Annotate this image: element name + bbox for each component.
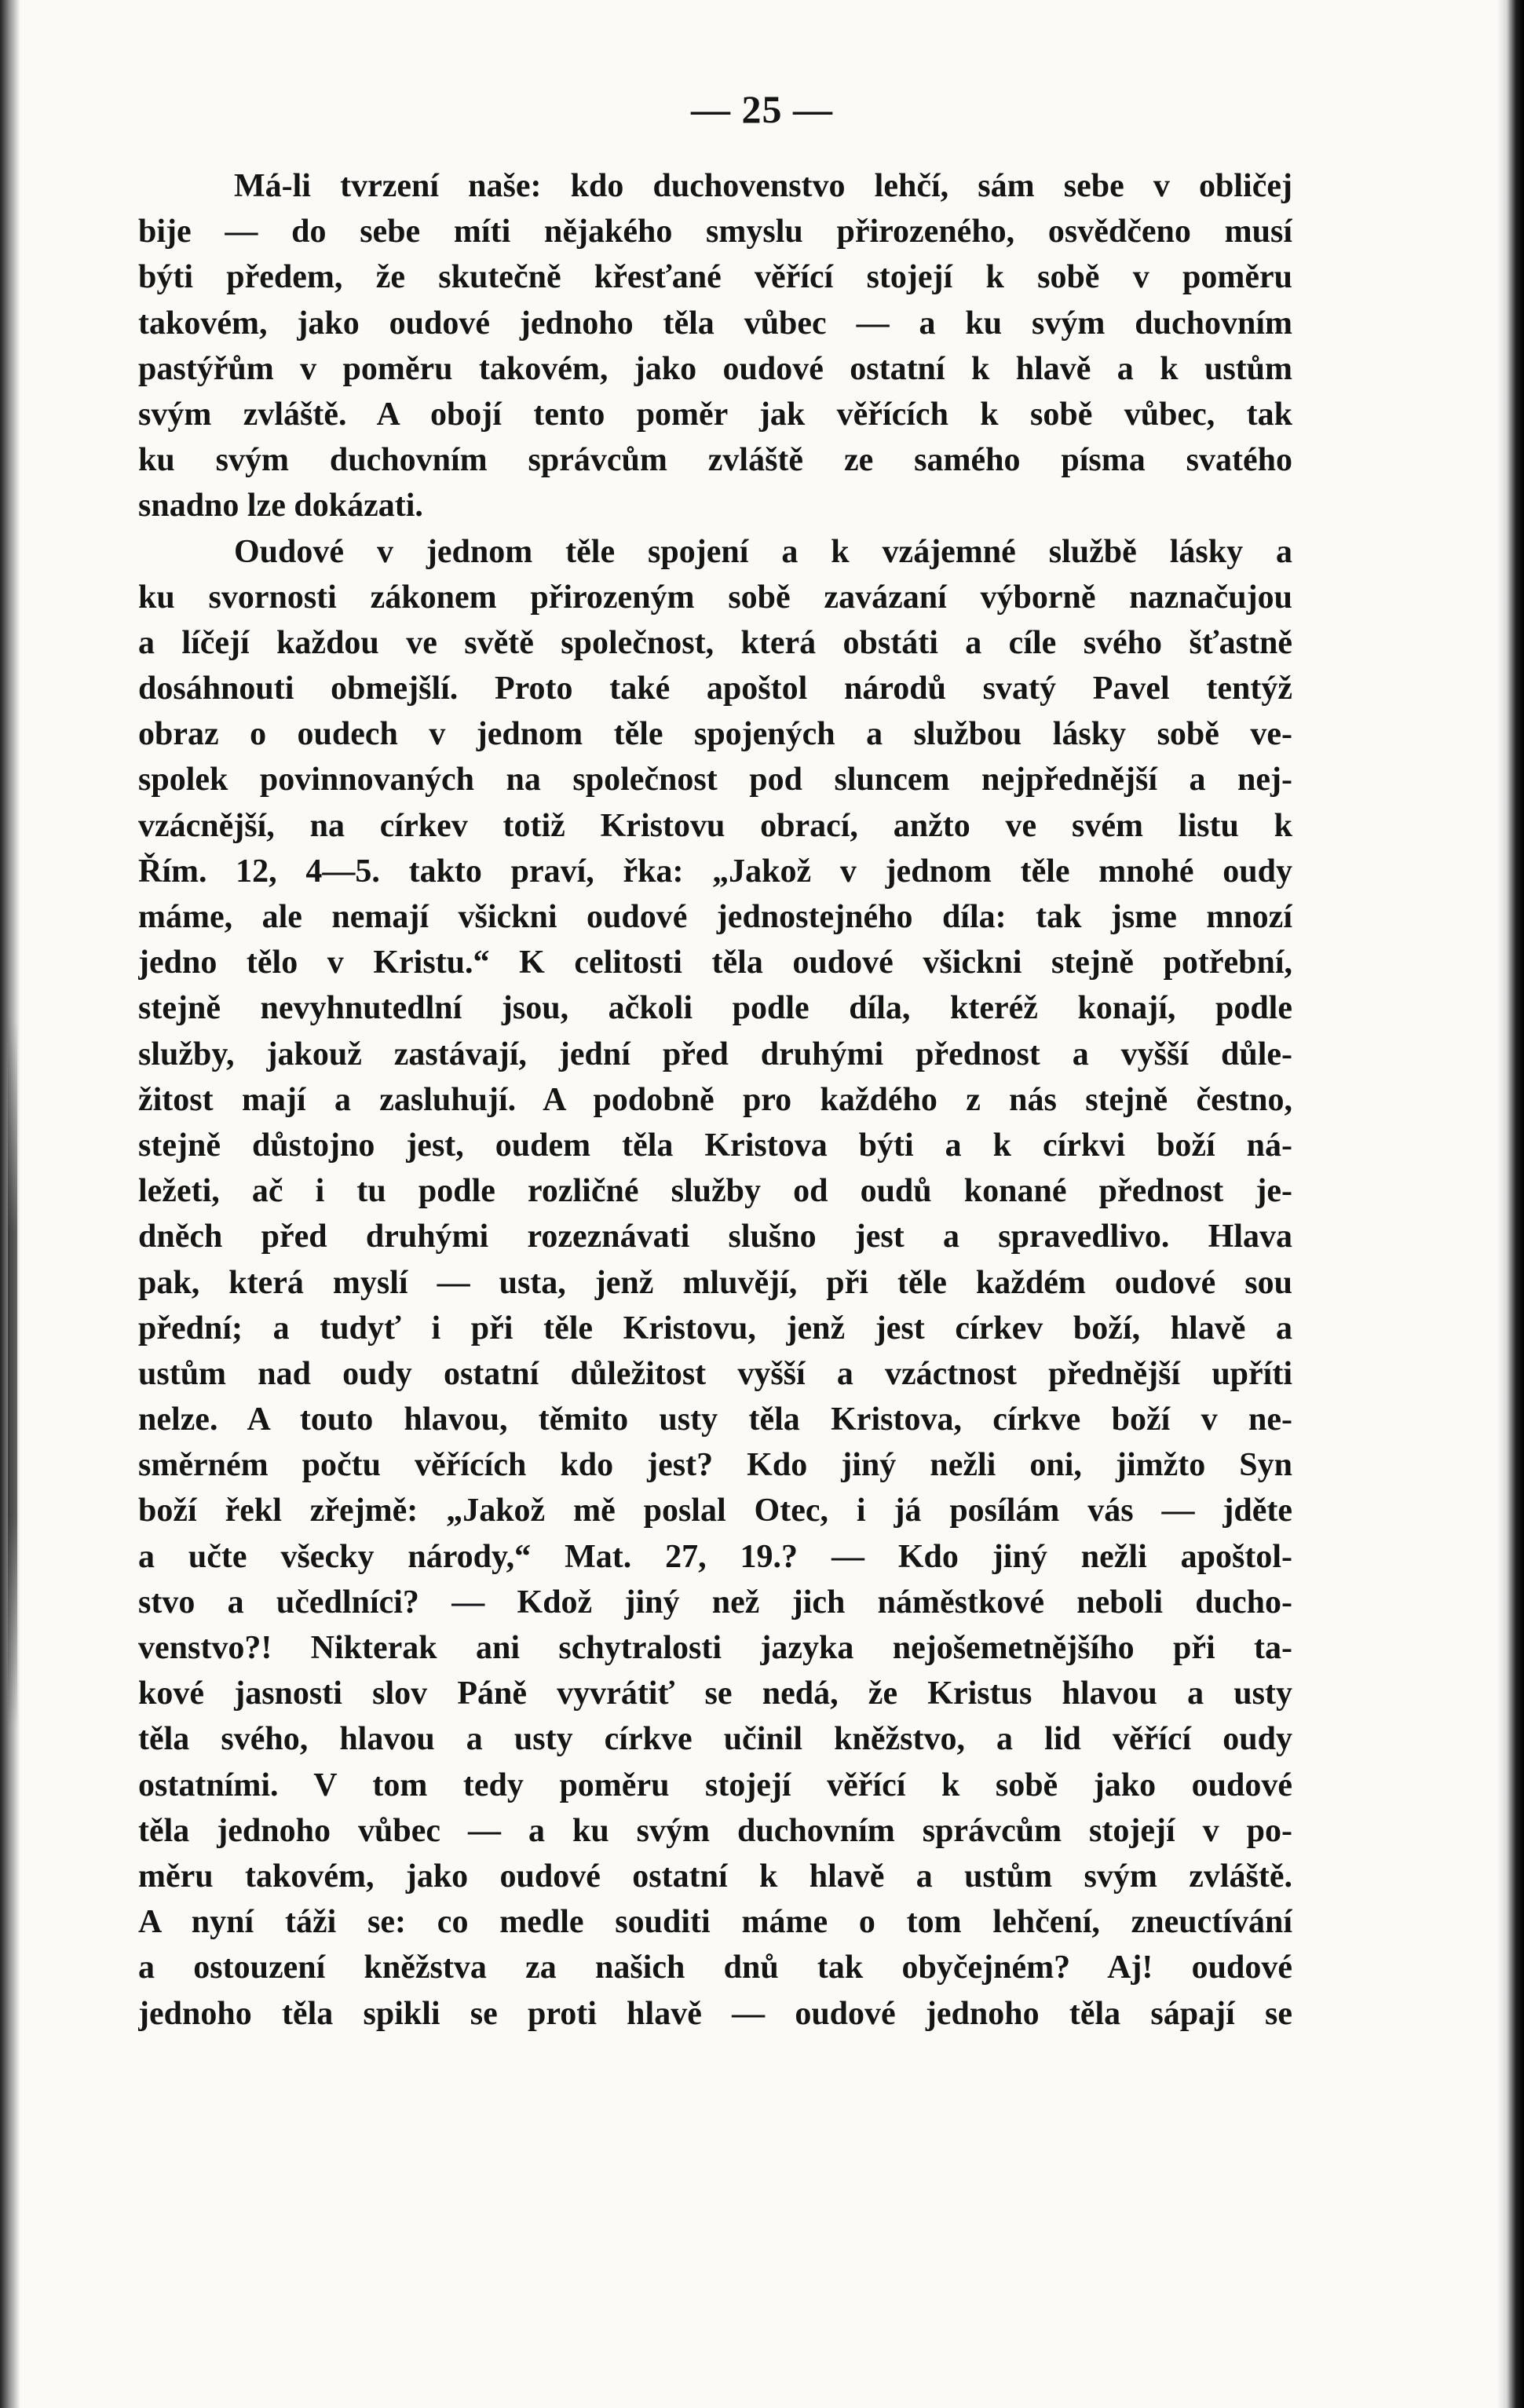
binding-shadow bbox=[8, 1021, 17, 1727]
text-line: jednoho těla spikli se proti hlavě — oudové jednoho těla sápají se bbox=[138, 1995, 1292, 2032]
text-line: a učte všecky národy,“ Mat. 27, 19.? — Kdo jiný nežli apoštol- bbox=[138, 1538, 1292, 1575]
text-line: A nyní táži se: co medle souditi máme o tom lehčení, zneuctívání bbox=[138, 1904, 1292, 1941]
text-line: dněch před druhými rozeznávati slušno jest a spravedlivo. Hlava bbox=[138, 1219, 1292, 1255]
text-line: Má-li tvrzení naše: kdo duchovenstvo lehčí, sám sebe v obličej bbox=[234, 168, 1292, 204]
text-line: obraz o oudech v jednom těle spojených a službou lásky sobě ve- bbox=[138, 716, 1292, 753]
text-line: ostatními. V tom tedy poměru stojejí věřící k sobě jako oudové bbox=[138, 1767, 1292, 1803]
text-line: spolek povinnovaných na společnost pod sluncem nejpřednější a nej- bbox=[138, 762, 1292, 798]
text-line: vzácnější, na církev totiž Kristovu obrací, anžto ve svém listu k bbox=[138, 807, 1292, 844]
page-number: — 25 — bbox=[691, 87, 833, 131]
text-line: směrném počtu věřících kdo jest? Kdo jiný nežli oni, jimžto Syn bbox=[138, 1447, 1292, 1484]
text-line: Oudové v jednom těle spojení a k vzájemné službě lásky a bbox=[234, 533, 1292, 570]
text-line: stejně nevyhnutedlní jsou, ačkoli podle díla, kteréž konají, podle bbox=[138, 990, 1292, 1027]
text-line: kové jasnosti slov Páně vyvrátiť se nedá, že Kristus hlavou a usty bbox=[138, 1675, 1292, 1712]
text-line: svým zvláště. A obojí tento poměr jak věřících k sobě vůbec, tak bbox=[138, 396, 1292, 433]
text-line: služby, jakouž zastávají, jední před druhými přednost a vyšší důle- bbox=[138, 1036, 1292, 1072]
text-line: máme, ale nemají všickni oudové jednostejného díla: tak jsme mnozí bbox=[138, 899, 1292, 935]
text-line: měru takovém, jako oudové ostatní k hlavě a ustům svým zvláště. bbox=[138, 1858, 1292, 1895]
text-line: býti předem, že skutečně křesťané věřící stojejí k sobě v poměru bbox=[138, 259, 1292, 296]
body-text bbox=[138, 163, 1292, 2037]
text-line: ku svým duchovním správcům zvláště ze samého písma svatého bbox=[138, 442, 1292, 479]
text-line: ku svornosti zákonem přirozeným sobě zavázaní výborně naznačujou bbox=[138, 579, 1292, 616]
text-line: pak, která myslí — usta, jenž mluvějí, při těle každém oudové sou bbox=[138, 1264, 1292, 1301]
text-line: přední; a tudyť i při těle Kristovu, jenž jest církev boží, hlavě a bbox=[138, 1310, 1292, 1347]
text-line: jedno tělo v Kristu.“ K celitosti těla oudové všickni stejně potřební, bbox=[138, 945, 1292, 981]
text-line: boží řekl zřejmě: „Jakož mě poslal Otec, i já posílám vás — jděte bbox=[138, 1493, 1292, 1529]
text-line: ležeti, ač i tu podle rozličné služby od oudů konané přednost je- bbox=[138, 1173, 1292, 1210]
text-line: stejně důstojno jest, oudem těla Kristova býti a k církvi boží ná- bbox=[138, 1127, 1292, 1164]
text-line: venstvo?! Nikterak ani schytralosti jazyka nejošemetnějšího při ta- bbox=[138, 1630, 1292, 1666]
text-line: stvo a učedlníci? — Kdož jiný než jich náměstkové neboli ducho- bbox=[138, 1584, 1292, 1621]
text-line: ustům nad oudy ostatní důležitost vyšší a vzáctnost přednější upříti bbox=[138, 1355, 1292, 1392]
text-line: těla svého, hlavou a usty církve učinil kněžstvo, a lid věřící oudy bbox=[138, 1721, 1292, 1758]
text-line: dosáhnouti obmejšlí. Proto také apoštol národů svatý Pavel tentýž bbox=[138, 671, 1292, 707]
text-line: a ostouzení kněžstva za našich dnů tak obyčejném? Aj! oudové bbox=[138, 1949, 1292, 1986]
text-line: nelze. A touto hlavou, těmito usty těla Kristova, církve boží v ne- bbox=[138, 1401, 1292, 1438]
text-line: pastýřům v poměru takovém, jako oudové ostatní k hlavě a k ustům bbox=[138, 350, 1292, 387]
text-line: žitost mají a zasluhují. A podobně pro každého z nás stejně čestno, bbox=[138, 1081, 1292, 1118]
page-right-edge-shadow bbox=[1497, 0, 1524, 2408]
text-line: snadno lze dokázati. bbox=[138, 488, 423, 524]
text-line: těla jednoho vůbec — a ku svým duchovním správcům stojejí v po- bbox=[138, 1812, 1292, 1849]
text-line: takovém, jako oudové jednoho těla vůbec — a ku svým duchovním bbox=[138, 305, 1292, 342]
text-line: bije — do sebe míti nějakého smyslu přirozeného, osvědčeno musí bbox=[138, 214, 1292, 250]
text-line: a líčejí každou ve světě společnost, která obstáti a cíle svého šťastně bbox=[138, 624, 1292, 661]
text-line: Řím. 12, 4—5. takto praví, řka: „Jakož v jednom těle mnohé oudy bbox=[138, 853, 1292, 890]
